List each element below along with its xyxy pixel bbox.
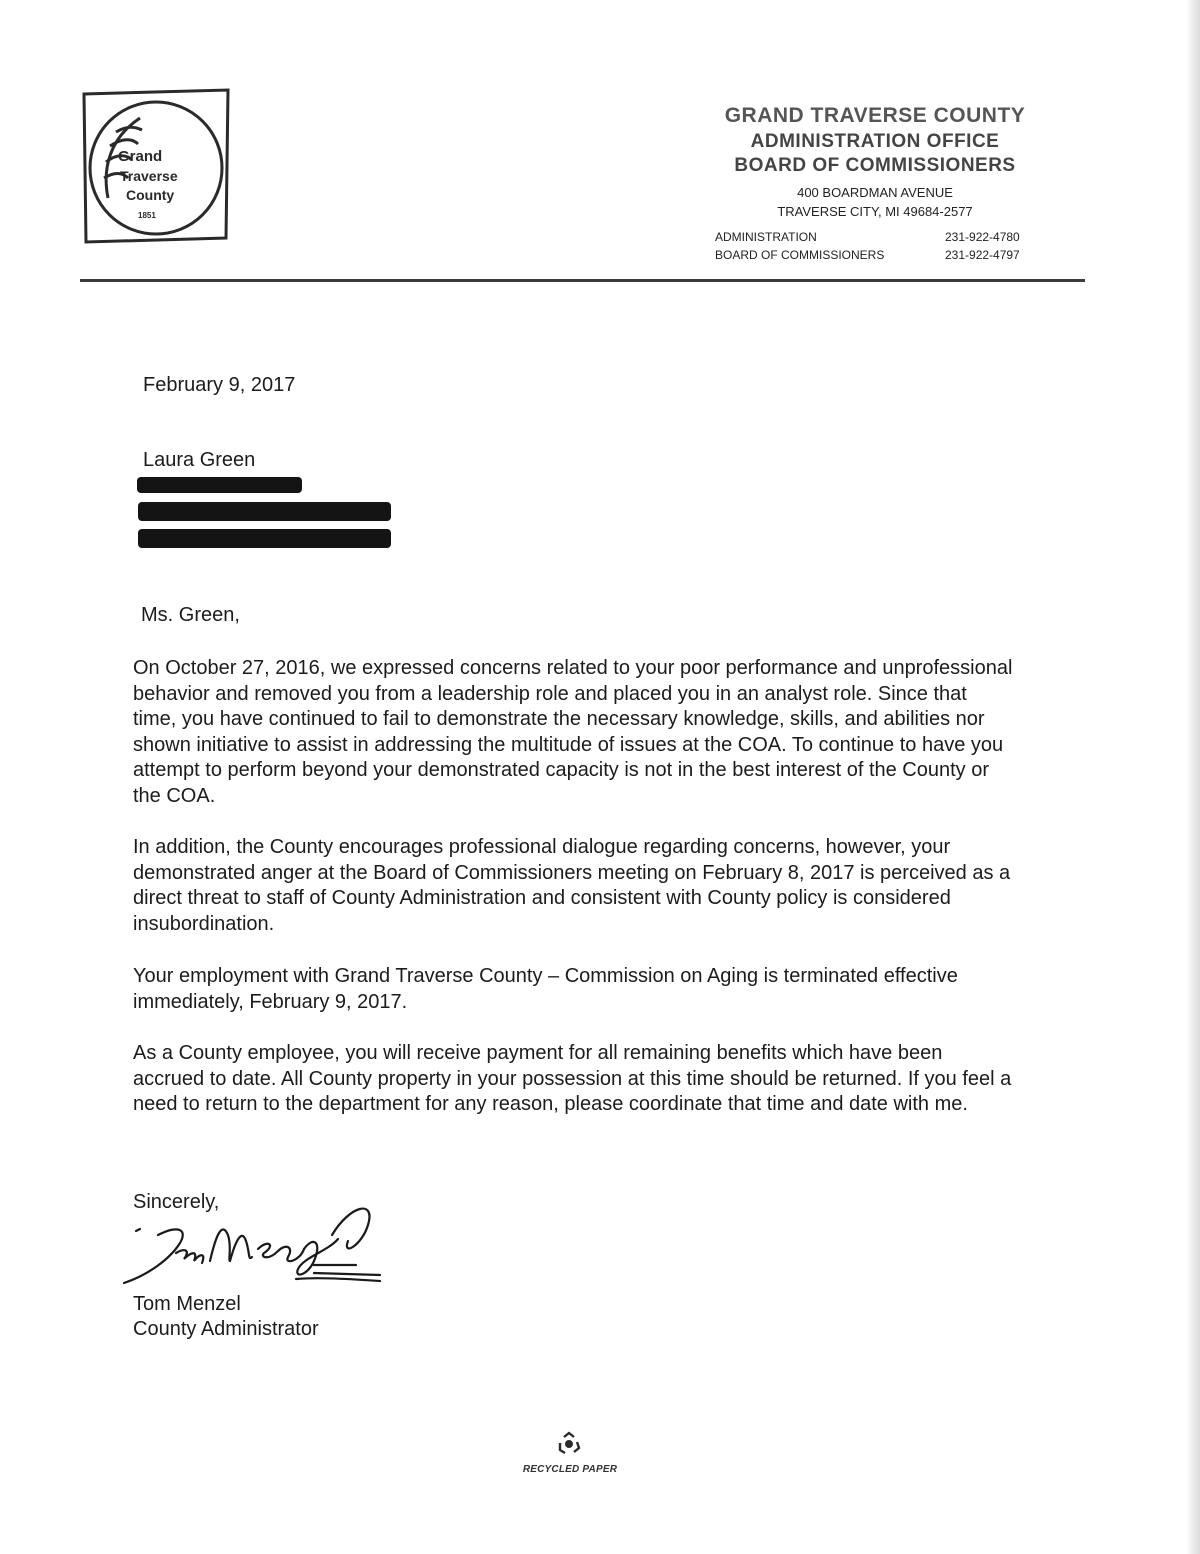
page-edge — [1186, 0, 1200, 1554]
signer-title: County Administrator — [133, 1318, 319, 1340]
recipient-name: Laura Green — [143, 449, 256, 471]
logo-text-2: Traverse — [120, 168, 178, 184]
recycle-icon — [556, 1431, 582, 1457]
paragraph: As a County employee, you will receive payment for all remaining benefits which have been accrued to date. All County property in your possession at this time should be returned. If you feel a need to return to the department for any reason, please coordinate that time and date with me. — [133, 1042, 1012, 1115]
letterhead-address-line2: TRAVERSE CITY, MI 49684-2577 — [777, 204, 973, 219]
redacted-address-line — [138, 529, 391, 548]
phone-number: 231-922-4797 — [945, 248, 1020, 262]
letterhead-county: GRAND TRAVERSE COUNTY — [724, 104, 1026, 127]
paragraph: Your employment with Grand Traverse County – Commission on Aging is terminated effective immediately, February 9, 2017. — [133, 965, 958, 1013]
letter-date: February 9, 2017 — [143, 374, 296, 396]
closing: Sincerely, — [133, 1191, 220, 1213]
letterhead-address-line1: 400 BOARDMAN AVENUE — [797, 185, 953, 200]
logo-text-4: 1851 — [138, 211, 156, 220]
letterhead-board: BOARD OF COMMISSIONERS — [734, 155, 1016, 176]
redacted-address-line — [138, 502, 391, 521]
logo-text-1: Grand — [118, 148, 163, 165]
letterhead-office: ADMINISTRATION OFFICE — [750, 131, 1000, 152]
letterhead-divider — [80, 279, 1085, 282]
handwritten-signature — [118, 1195, 448, 1305]
paragraph: In addition, the County encourages professional dialogue regarding concerns, however, your demonstrated anger at the Board of Commissioners meeting on February 8, 2017 is perceived as a direct threat to staff of County Administration and consistent with County policy is considered insubordination. — [133, 836, 1011, 935]
logo-text-3: County — [126, 187, 175, 203]
redacted-address-line — [137, 477, 302, 493]
phone-number: 231-922-4780 — [945, 230, 1020, 244]
paragraph: On October 27, 2016, we expressed concerns related to your poor performance and unprofessional behavior and removed you from a leadership role and placed you in an analyst role. Since that time, you have continued to fail to demonstrate the necessary knowledge, skills, and abilities nor shown initiative to assist in addressing the multitude of issues at the COA. To continue to have you attempt to perform beyond your demonstrated capacity is not in the best interest of the County or the COA. — [133, 657, 1013, 807]
salutation: Ms. Green, — [141, 604, 240, 626]
phone-label: BOARD OF COMMISSIONERS — [715, 248, 885, 262]
county-seal-logo — [80, 88, 232, 244]
signer-name: Tom Menzel — [133, 1293, 241, 1315]
phone-label: ADMINISTRATION — [715, 230, 817, 244]
recycled-paper-label: RECYCLED PAPER — [522, 1464, 618, 1475]
